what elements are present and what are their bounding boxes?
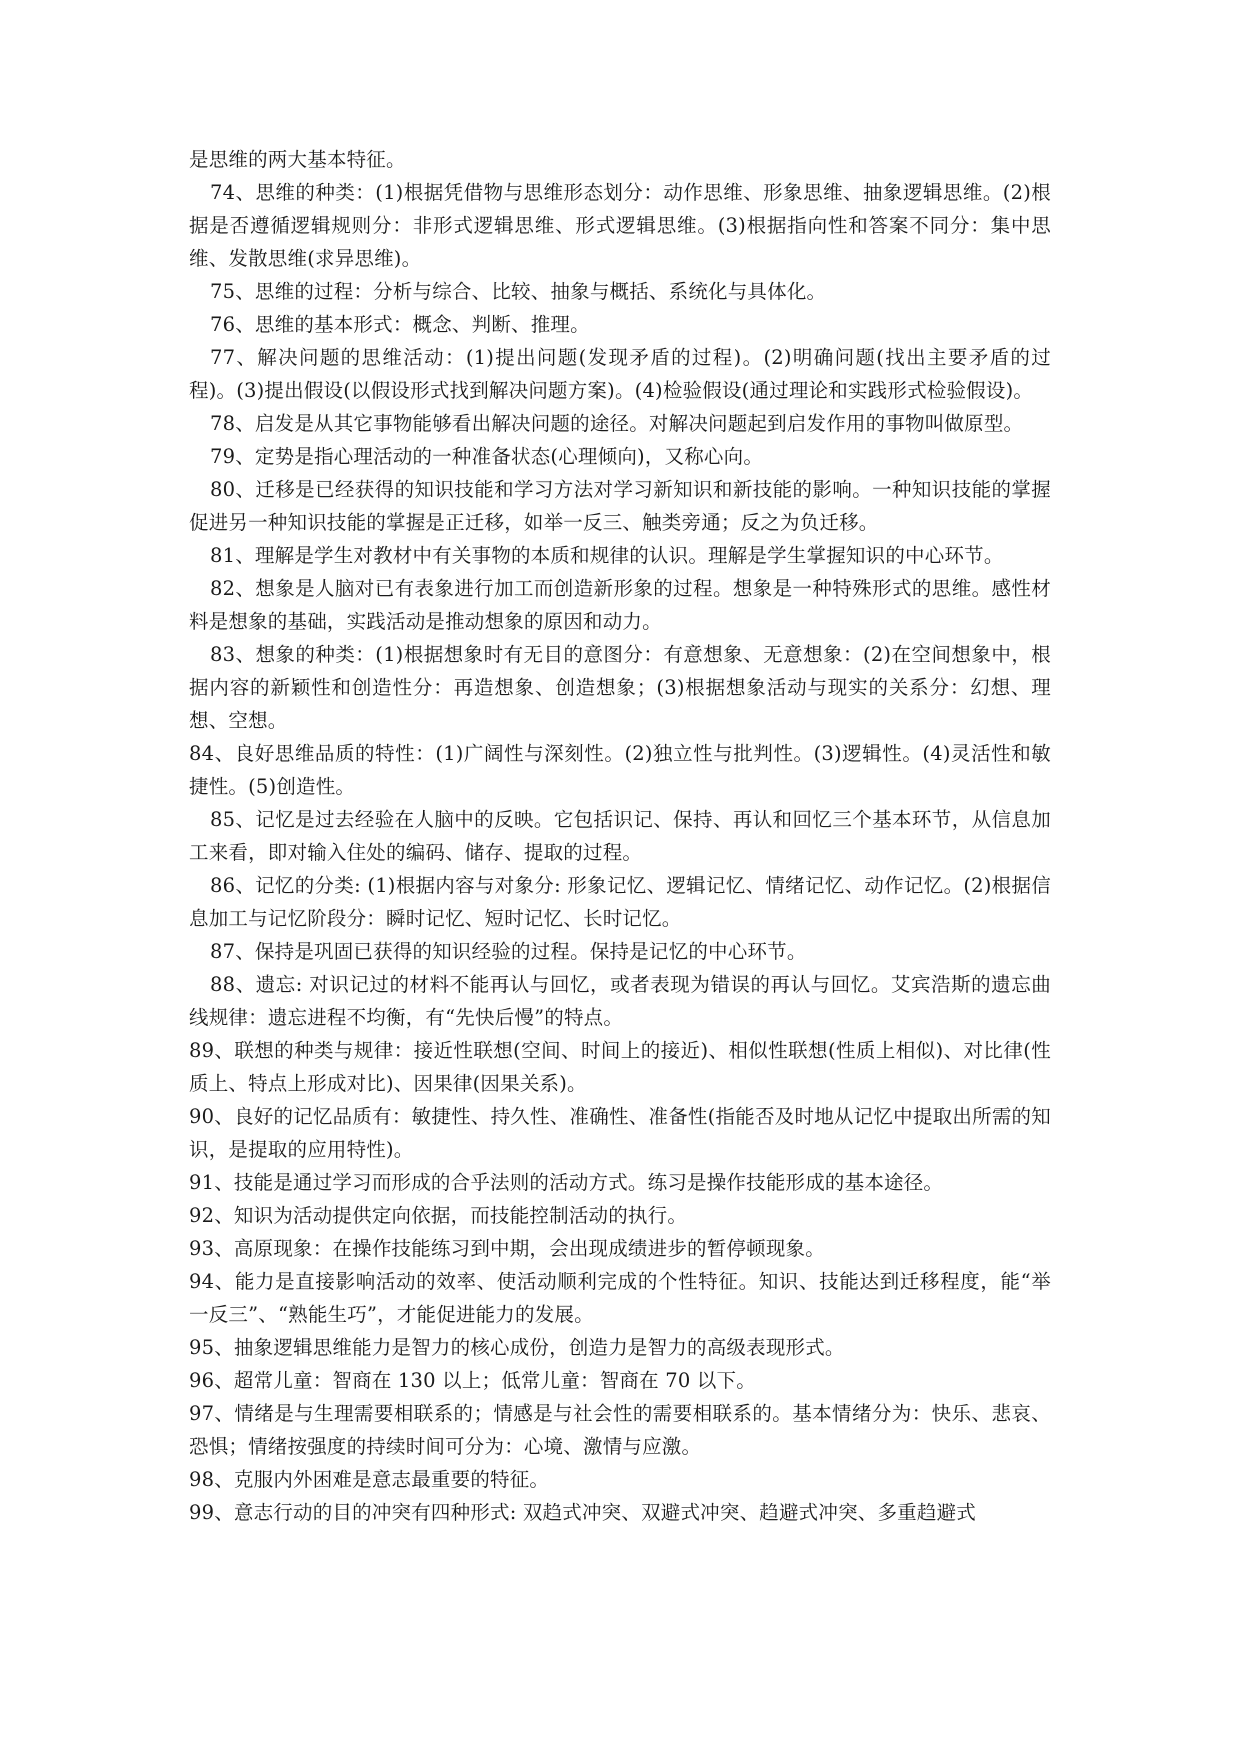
paragraph: 85、记忆是过去经验在人脑中的反映。它包括识记、保持、再认和回忆三个基本环节，从信息加工来看，即对输入住处的编码、储存、提取的过程。 [189,808,1051,864]
document-page [189,143,1051,1529]
paragraph: 79、定势是指心理活动的一种准备状态(心理倾向)，又称心向。 [210,445,764,468]
paragraph: 87、保持是巩固已获得的知识经验的过程。保持是记忆的中心环节。 [210,940,807,963]
paragraph: 95、抽象逻辑思维能力是智力的核心成份，创造力是智力的高级表现形式。 [189,1336,845,1359]
paragraph: 74、思维的种类：(1)根据凭借物与思维形态划分：动作思维、形象思维、抽象逻辑思维。(2)根据是否遵循逻辑规则分：非形式逻辑思维、形式逻辑思维。(3)根据指向性和答案不同分：集中思维、发散思维(求异思维)。 [189,181,1051,270]
paragraph: 96、超常儿童：智商在 130 以上；低常儿童：智商在 70 以下。 [189,1369,756,1392]
paragraph: 98、克服内外困难是意志最重要的特征。 [189,1468,550,1491]
paragraph: 86、记忆的分类: (1)根据内容与对象分: 形象记忆、逻辑记忆、情绪记忆、动作记忆。(2)根据信息加工与记忆阶段分：瞬时记忆、短时记忆、长时记忆。 [189,874,1051,930]
paragraph: 81、理解是学生对教材中有关事物的本质和规律的认识。理解是学生掌握知识的中心环节。 [210,544,1004,567]
paragraph: 84、良好思维品质的特性：(1)广阔性与深刻性。(2)独立性与批判性。(3)逻辑性。(4)灵活性和敏捷性。(5)创造性。 [189,742,1051,798]
paragraph: 80、迁移是已经获得的知识技能和学习方法对学习新知识和新技能的影响。一种知识技能的掌握促进另一种知识技能的掌握是正迁移，如举一反三、触类旁通；反之为负迁移。 [189,478,1051,534]
paragraph: 97、情绪是与生理需要相联系的；情感是与社会性的需要相联系的。基本情绪分为：快乐、悲哀、恐惧；情绪按强度的持续时间可分为：心境、激情与应激。 [189,1402,1051,1458]
paragraph: 92、知识为活动提供定向依据，而技能控制活动的执行。 [189,1204,688,1227]
paragraph: 99、意志行动的目的冲突有四种形式: 双趋式冲突、双避式冲突、趋避式冲突、多重趋避式 [189,1501,976,1524]
paragraph: 77、解决问题的思维活动：(1)提出问题(发现矛盾的过程)。(2)明确问题(找出主要矛盾的过程)。(3)提出假设(以假设形式找到解决问题方案)。(4)检验假设(通过理论和实践形式检验假设)。 [189,346,1051,402]
paragraph: 91、技能是通过学习而形成的合乎法则的活动方式。练习是操作技能形成的基本途径。 [189,1171,944,1194]
paragraph: 82、想象是人脑对已有表象进行加工而创造新形象的过程。想象是一种特殊形式的思维。感性材料是想象的基础，实践活动是推动想象的原因和动力。 [189,577,1051,633]
paragraph: 89、联想的种类与规律：接近性联想(空间、时间上的接近)、相似性联想(性质上相似)、对比律(性质上、特点上形成对比)、因果律(因果关系)。 [189,1039,1051,1095]
paragraph: 76、思维的基本形式：概念、判断、推理。 [210,313,590,336]
paragraph: 83、想象的种类：(1)根据想象时有无目的意图分：有意想象、无意想象：(2)在空间想象中，根据内容的新颖性和创造性分：再造想象、创造想象；(3)根据想象活动与现实的关系分：幻想、理想、空想。 [189,643,1051,732]
paragraph: 是思维的两大基本特征。 [189,148,406,171]
paragraph: 88、遗忘: 对识记过的材料不能再认与回忆，或者表现为错误的再认与回忆。艾宾浩斯的遗忘曲线规律：遗忘进程不均衡，有“先快后慢”的特点。 [189,973,1051,1029]
paragraph: 93、高原现象：在操作技能练习到中期，会出现成绩进步的暂停顿现象。 [189,1237,825,1260]
paragraph: 75、思维的过程：分析与综合、比较、抽象与概括、系统化与具体化。 [210,280,827,303]
paragraph: 78、启发是从其它事物能够看出解决问题的途径。对解决问题起到启发作用的事物叫做原型。 [210,412,1024,435]
paragraph: 94、能力是直接影响活动的效率、使活动顺利完成的个性特征。知识、技能达到迁移程度，能“举一反三”、“熟能生巧”，才能促进能力的发展。 [189,1270,1051,1326]
paragraph: 90、良好的记忆品质有：敏捷性、持久性、准确性、准备性(指能否及时地从记忆中提取出所需的知识，是提取的应用特性)。 [189,1105,1051,1161]
